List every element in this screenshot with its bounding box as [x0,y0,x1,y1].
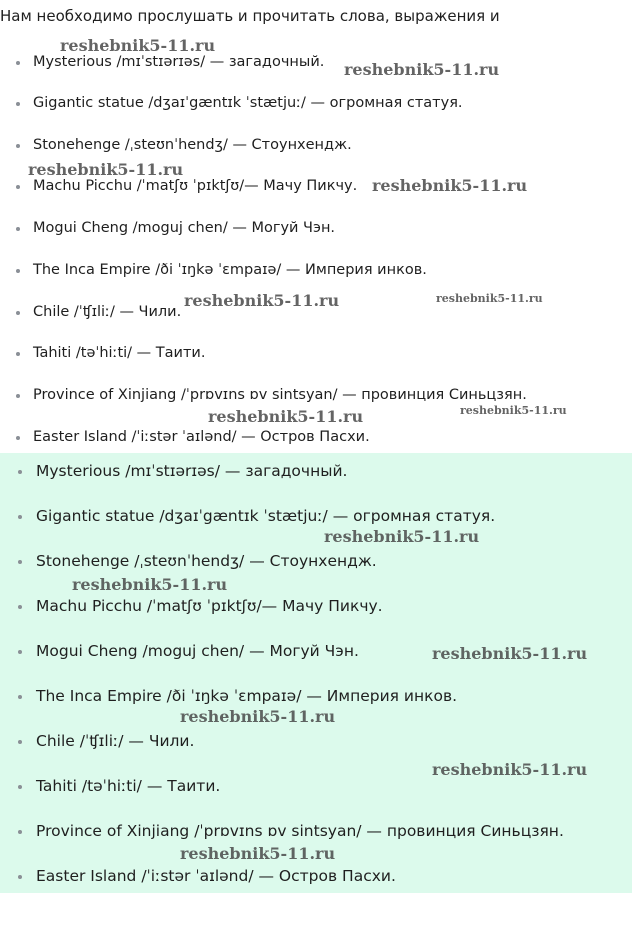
bullet-icon [16,102,20,106]
bullet-icon [16,185,20,189]
bullet-icon [16,352,20,356]
bullet-icon [16,61,20,65]
watermark: reshebnik5-11.ru [432,644,588,663]
bullet-icon [18,875,22,879]
watermark: reshebnik5-11.ru [60,36,216,55]
watermark: reshebnik5-11.ru [180,844,336,863]
watermark: reshebnik5-11.ru [460,404,567,417]
bullet-icon [18,605,22,609]
watermark: reshebnik5-11.ru [436,292,543,305]
intro-text: Нам необходимо прослушать и прочитать слова, выражения и [0,7,500,25]
watermark: reshebnik5-11.ru [72,575,228,594]
bullet-icon [18,830,22,834]
bullet-icon [16,311,20,315]
bullet-icon [16,394,20,398]
bullet-icon [18,650,22,654]
bullet-icon [18,560,22,564]
watermark: reshebnik5-11.ru [184,291,340,310]
watermark: reshebnik5-11.ru [432,760,588,779]
watermark: reshebnik5-11.ru [208,407,364,426]
bullet-icon [18,740,22,744]
bullet-icon [18,785,22,789]
bullet-icon [16,144,20,148]
bullet-icon [18,470,22,474]
watermark: reshebnik5-11.ru [28,160,184,179]
bullet-icon [16,227,20,231]
watermark: reshebnik5-11.ru [372,176,528,195]
bullet-icon [18,695,22,699]
watermark: reshebnik5-11.ru [180,707,336,726]
bullet-icon [18,515,22,519]
watermark: reshebnik5-11.ru [344,60,500,79]
watermark: reshebnik5-11.ru [324,527,480,546]
bullet-icon [16,436,20,440]
bullet-icon [16,269,20,273]
